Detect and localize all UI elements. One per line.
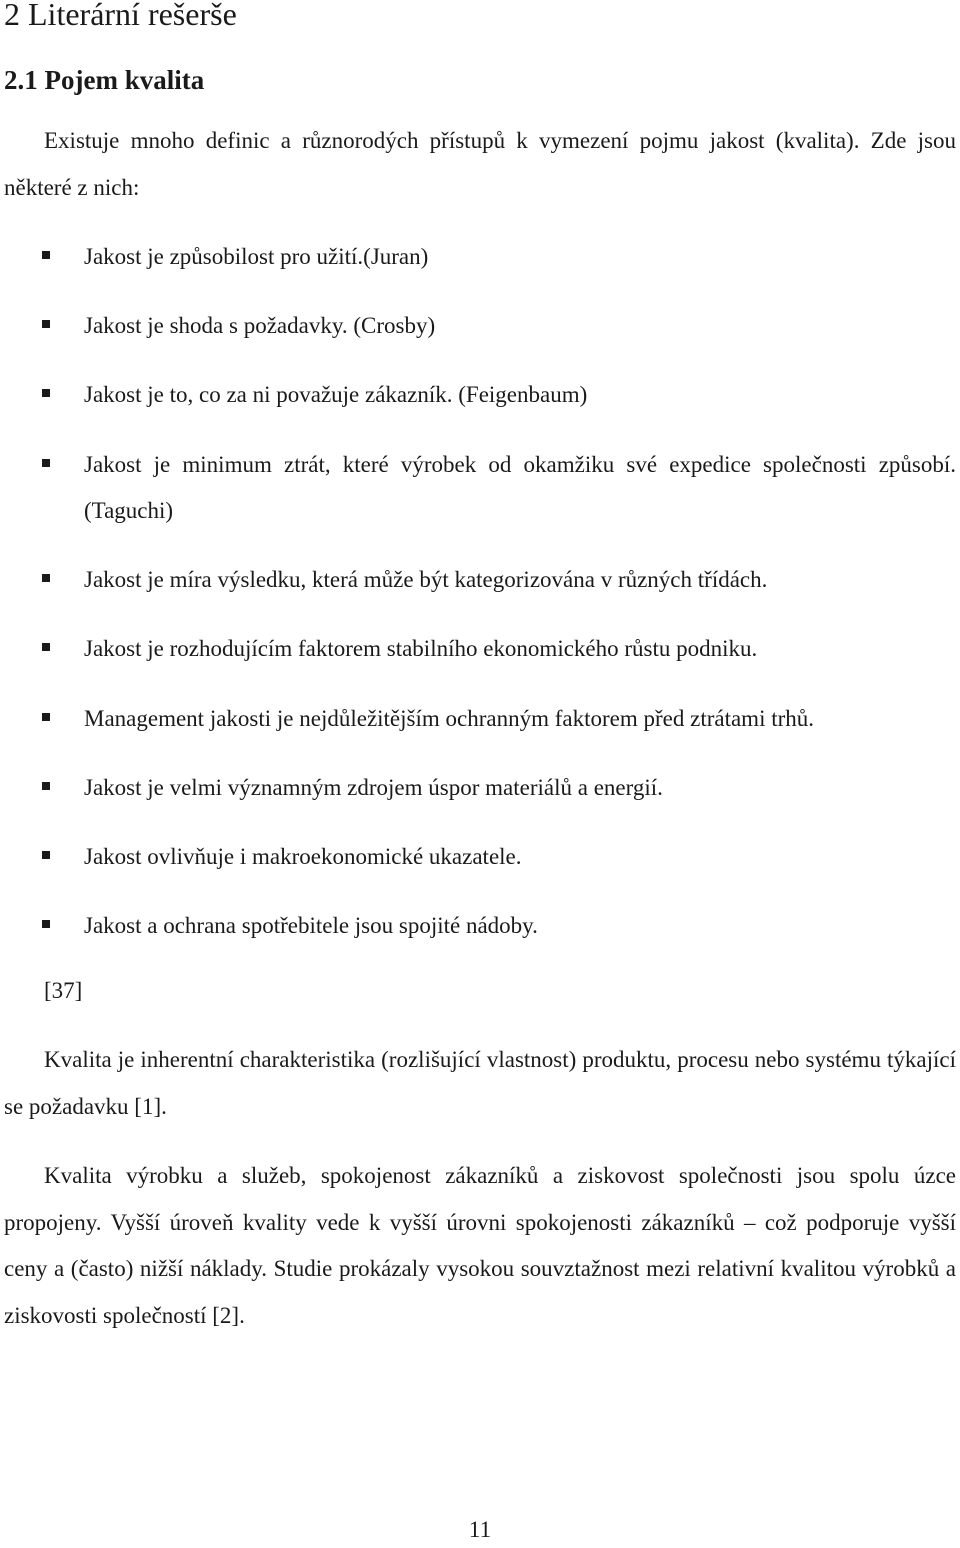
square-bullet-icon <box>42 389 50 397</box>
list-item <box>40 903 956 950</box>
list-item <box>40 234 956 281</box>
list-item-text: Management jakosti je nejdůležitějším ochranným faktorem před ztrátami trhů. <box>84 705 815 731</box>
list-item <box>40 372 956 419</box>
quality-definitions-list <box>40 234 956 950</box>
list-item <box>40 765 956 812</box>
chapter-title: 2 Literární rešerše <box>4 0 237 32</box>
list-item-text: Jakost je rozhodujícím faktorem stabilního ekonomického růstu podniku. <box>84 636 758 662</box>
list-item-text: Jakost je to, co za ni považuje zákazník. (Feigenbaum) <box>84 382 588 408</box>
list-item <box>40 626 956 673</box>
list-item <box>40 696 956 743</box>
square-bullet-icon <box>42 251 50 259</box>
reference-citation: [37] <box>44 978 83 1003</box>
list-item-text: Jakost je míra výsledku, která může být kategorizována v různých třídách. <box>84 567 768 593</box>
list-item-text: Jakost ovlivňuje i makroekonomické ukazatele. <box>84 844 522 869</box>
list-item-text: Jakost je způsobilost pro užití.(Juran) <box>84 244 429 269</box>
list-item-text: Jakost je minimum ztrát, které výrobek od okamžiku své expedice společnosti způsobí. (Taguchi) <box>84 451 956 524</box>
list-item-text: Jakost je shoda s požadavky. (Crosby) <box>84 313 436 339</box>
square-bullet-icon <box>42 713 50 721</box>
page-number: 11 <box>468 1517 492 1542</box>
square-bullet-icon <box>42 459 50 467</box>
square-bullet-icon <box>42 320 50 328</box>
intro-paragraph: Existuje mnoho definic a různorodých přístupů k vymezení pojmu jakost (kvalita). Zde jsou některé z nich: <box>4 128 956 200</box>
section-title: 2.1 Pojem kvalita <box>4 65 205 95</box>
list-item-text: Jakost a ochrana spotřebitele jsou spojité nádoby. <box>84 913 538 939</box>
list-item <box>40 834 956 881</box>
list-item-text: Jakost je velmi významným zdrojem úspor materiálů a energií. <box>84 774 663 800</box>
square-bullet-icon <box>42 574 50 582</box>
list-item <box>40 557 956 604</box>
square-bullet-icon <box>42 920 50 928</box>
square-bullet-icon <box>42 851 50 859</box>
square-bullet-icon <box>42 782 50 790</box>
list-item <box>40 303 956 350</box>
square-bullet-icon <box>42 643 50 651</box>
body-paragraph: Kvalita je inherentní charakteristika (rozlišující vlastnost) produktu, procesu nebo systému týkající se požadavku [1]. <box>4 1047 956 1119</box>
list-item <box>40 442 956 535</box>
body-paragraph: Kvalita výrobku a služeb, spokojenost zákazníků a ziskovost společnosti jsou spolu úzce propojeny. Vyšší úroveň kvality vede k vyšší úrovni spokojenosti zákazníků – což podporuje vyšší ceny a (často) nižší náklady. Studie prokázaly vysokou souvztažnost mezi relativní kvalitou výrobků a ziskovosti společností [2]. <box>4 1163 956 1328</box>
